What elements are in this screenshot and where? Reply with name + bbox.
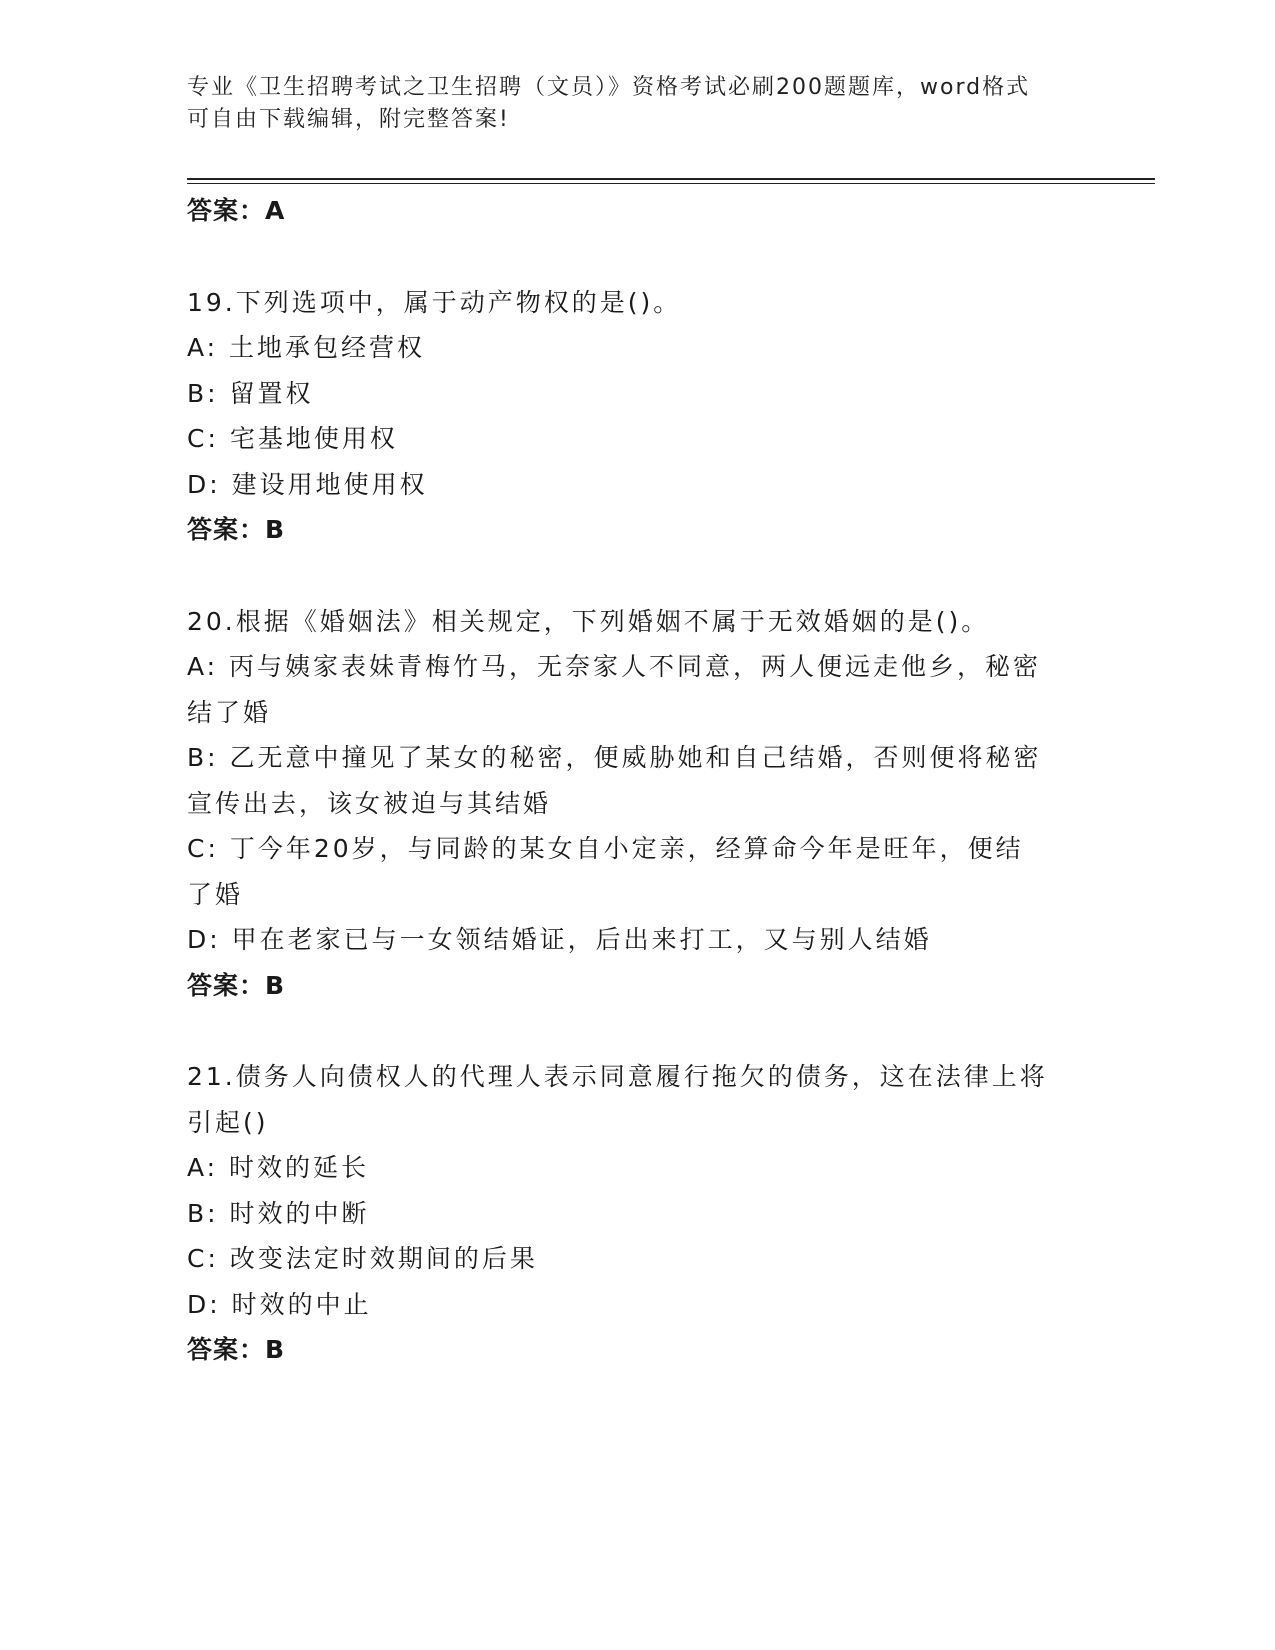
option-c: C: 丁今年20岁，与同龄的某女自小定亲，经算命今年是旺年，便结 [187,834,1024,863]
option-a: A: 土地承包经营权 [187,333,426,362]
previous-answer: 答案：A [187,196,286,225]
header-rule-thick [187,178,1155,180]
option-d: D: 甲在老家已与一女领结婚证，后出来打工，又与别人结婚 [187,925,932,954]
option-a-continued: 结了婚 [187,697,272,727]
option-c: C: 改变法定时效期间的后果 [187,1244,538,1273]
header-line-2: 可自由下载编辑，附完整答案! [187,107,510,132]
header-rule-thin [187,183,1155,184]
option-c: C: 宅基地使用权 [187,424,398,453]
spacer [187,553,1087,599]
option-b: B: 留置权 [187,378,314,408]
spacer [187,234,1087,280]
question-stem: 21.债务人向债权人的代理人表示同意履行拖欠的债务，这在法律上将 [187,1062,1048,1091]
document-header [187,72,1067,136]
option-b: B: 乙无意中撞见了某女的秘密，便威胁她和自己结婚，否则便将秘密 [187,743,1042,772]
question-21 [187,1054,1087,1373]
option-d: D: 建设用地使用权 [187,469,428,499]
option-d: D: 时效的中止 [187,1289,372,1319]
question-stem: 20.根据《婚姻法》相关规定，下列婚姻不属于无效婚姻的是()。 [187,606,990,636]
option-a: A: 时效的延长 [187,1153,370,1182]
spacer [187,1008,1087,1054]
question-stem-continued: 引起() [187,1107,269,1137]
option-c-continued: 了婚 [187,879,244,909]
question-19 [187,280,1087,553]
answer: 答案：B [187,515,286,544]
question-content [187,188,1087,1373]
header-line-1: 专业《卫生招聘考试之卫生招聘（文员）》资格考试必刷200题题库，word格式 [187,75,1031,100]
question-stem: 19.下列选项中，属于动产物权的是()。 [187,287,682,317]
answer: 答案：B [187,970,286,1000]
answer: 答案：B [187,1335,286,1364]
option-a: A: 丙与姨家表妹青梅竹马，无奈家人不同意，两人便远走他乡，秘密 [187,652,1042,681]
option-b: B: 时效的中断 [187,1198,370,1228]
option-b-continued: 宣传出去，该女被迫与其结婚 [187,788,552,818]
question-20 [187,599,1087,1009]
